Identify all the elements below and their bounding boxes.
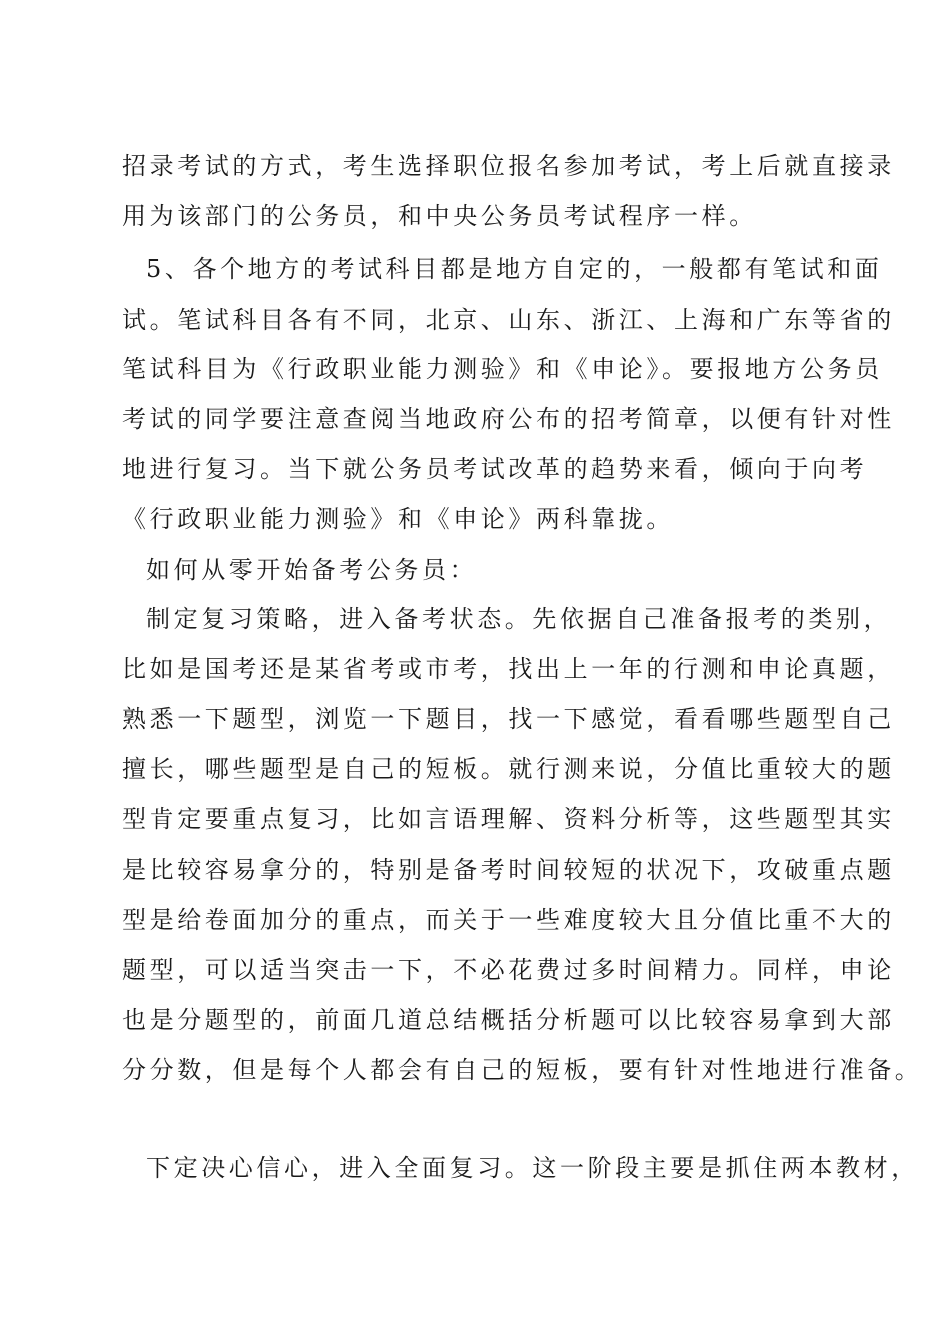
text-line: 5、各个地方的考试科目都是地方自定的，一般都有笔试和面 (146, 255, 883, 283)
text-line: 熟悉一下题型，浏览一下题目，找一下感觉，看看哪些题型自己 (122, 705, 895, 733)
text-line: 笔试科目为《行政职业能力测验》和《申论》。要报地方公务员 (122, 355, 883, 383)
text-line: 制定复习策略，进入备考状态。先依据自己准备报考的类别， (146, 605, 892, 633)
text-line: 型肯定要重点复习，比如言语理解、资料分析等，这些题型其实 (122, 805, 895, 833)
text-line: 试。笔试科目各有不同，北京、山东、浙江、上海和广东等省的 (122, 306, 895, 334)
text-line: 题型，可以适当突击一下，不必花费过多时间精力。同样，申论 (122, 956, 895, 984)
text-line: 如何从零开始备考公务员： (146, 556, 478, 584)
text-line: 用为该部门的公务员，和中央公务员考试程序一样。 (122, 202, 757, 230)
text-line: 下定决心信心，进入全面复习。这一阶段主要是抓住两本教材， (146, 1154, 919, 1182)
text-line: 《行政职业能力测验》和《申论》两科靠拢。 (122, 505, 674, 533)
text-line: 考试的同学要注意查阅当地政府公布的招考简章，以便有针对性 (122, 405, 895, 433)
text-line: 型是给卷面加分的重点，而关于一些难度较大且分值比重不大的 (122, 906, 895, 934)
text-line: 比如是国考还是某省考或市考，找出上一年的行测和申论真题， (122, 655, 895, 683)
text-line: 也是分题型的，前面几道总结概括分析题可以比较容易拿到大部 (122, 1006, 895, 1034)
text-line: 是比较容易拿分的，特别是备考时间较短的状况下，攻破重点题 (122, 856, 895, 884)
text-line: 分分数，但是每个人都会有自己的短板，要有针对性地进行准备。 (122, 1056, 923, 1084)
text-line: 擅长，哪些题型是自己的短板。就行测来说，分值比重较大的题 (122, 755, 895, 783)
text-line: 地进行复习。当下就公务员考试改革的趋势来看，倾向于向考 (122, 455, 868, 483)
text-line: 招录考试的方式，考生选择职位报名参加考试，考上后就直接录 (122, 152, 895, 180)
